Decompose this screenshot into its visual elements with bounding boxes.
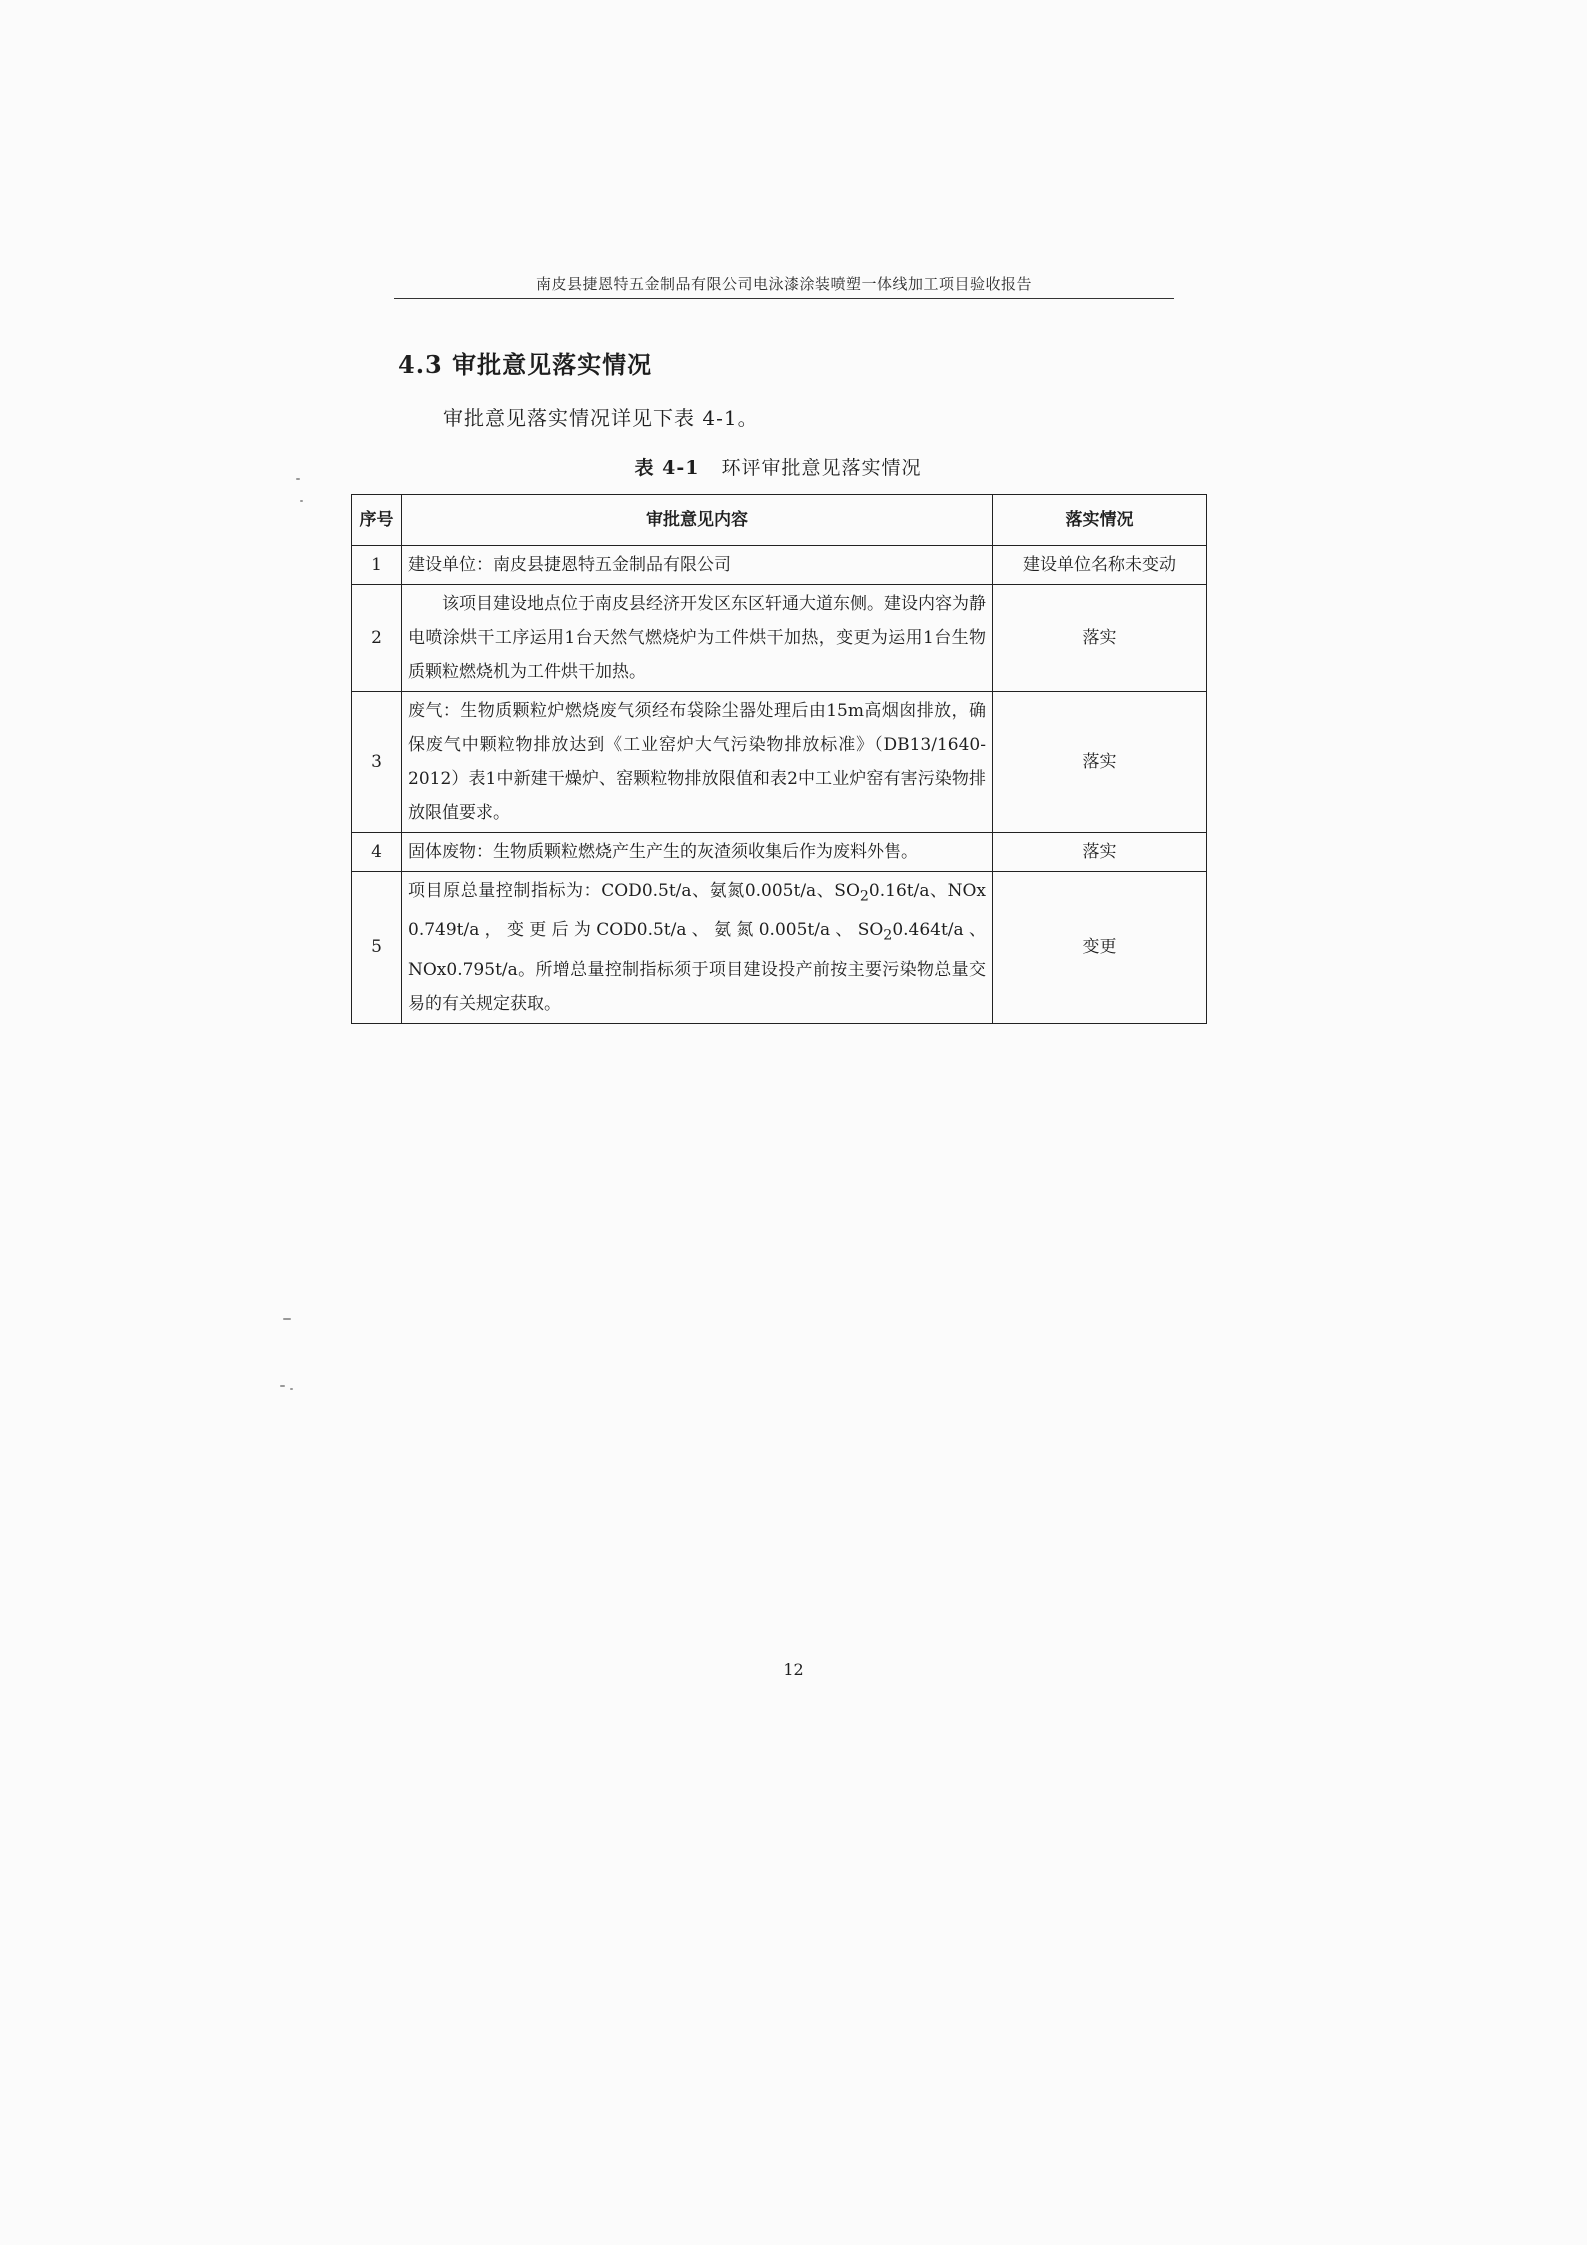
subscript-2: 2 [883,927,893,944]
row-status: 变更 [993,872,1207,1024]
section-number: 4.3 [398,350,443,379]
table-header-row [352,495,1207,546]
table-row [352,692,1207,833]
section-heading [398,345,652,380]
subscript-2: 2 [859,888,869,905]
section-intro: 审批意见落实情况详见下表 4-1。 [443,406,759,430]
table-caption-title: 环评审批意见落实情况 [721,457,922,479]
row-content: 建设单位：南皮县捷恩特五金制品有限公司 [402,546,993,585]
row-content-part: 项目原总量控制指标为：COD0.5t/a、氨氮0.005t/a、SO [408,881,860,901]
row-status: 落实 [993,585,1207,692]
row-content: 该项目建设地点位于南皮县经济开发区东区轩通大道东侧。建设内容为静电喷涂烘干工序运用1台天然气燃烧炉为工件烘干加热，变更为运用1台生物质颗粒燃烧机为工件烘干加热。 [402,585,993,692]
row-content: 废气：生物质颗粒炉燃烧废气须经布袋除尘器处理后由15m高烟囱排放，确保废气中颗粒物排放达到《工业窑炉大气污染物排放标准》（DB13/1640-2012）表1中新建干燥炉、窑颗粒物排放限值和表2中工业炉窑有害污染物排放限值要求。 [402,692,993,833]
row-number: 5 [352,872,402,1024]
row-content-part: 0.16t/a、NOx 0.749t/a，变更后为COD0.5t/a、氨氮0.005t/a、SO [408,881,987,941]
scan-speck [300,500,303,502]
row-status: 落实 [993,833,1207,872]
row-content [402,872,993,1024]
column-header-no: 序号 [352,495,402,546]
row-number: 3 [352,692,402,833]
page-number: 12 [783,1660,804,1679]
scan-speck [283,1318,291,1320]
column-header-status: 落实情况 [993,495,1207,546]
table-row [352,546,1207,585]
table-row [352,833,1207,872]
scan-speck [296,478,300,480]
table-row [352,585,1207,692]
row-status: 建设单位名称未变动 [993,546,1207,585]
scan-speck [290,1388,293,1390]
column-header-content: 审批意见内容 [402,495,993,546]
row-number: 2 [352,585,402,692]
row-status: 落实 [993,692,1207,833]
table-caption [350,453,1206,480]
row-number: 1 [352,546,402,585]
scan-speck [280,1385,285,1387]
table-caption-number: 表 4-1 [634,457,700,479]
row-content-part: 0.464t/a、NOx0.795t/a。所增总量控制指标须于项目建设投产前按主要污染物总量交易的有关规定获取。 [408,920,986,1014]
opinions-table [351,494,1207,1024]
running-header: 南皮县捷恩特五金制品有限公司电泳漆涂装喷塑一体线加工项目验收报告 [535,275,1032,293]
header-rule [394,298,1174,299]
row-content: 固体废物：生物质颗粒燃烧产生产生的灰渣须收集后作为废料外售。 [402,833,993,872]
section-title: 审批意见落实情况 [452,350,653,379]
row-number: 4 [352,833,402,872]
table-row [352,872,1207,1024]
